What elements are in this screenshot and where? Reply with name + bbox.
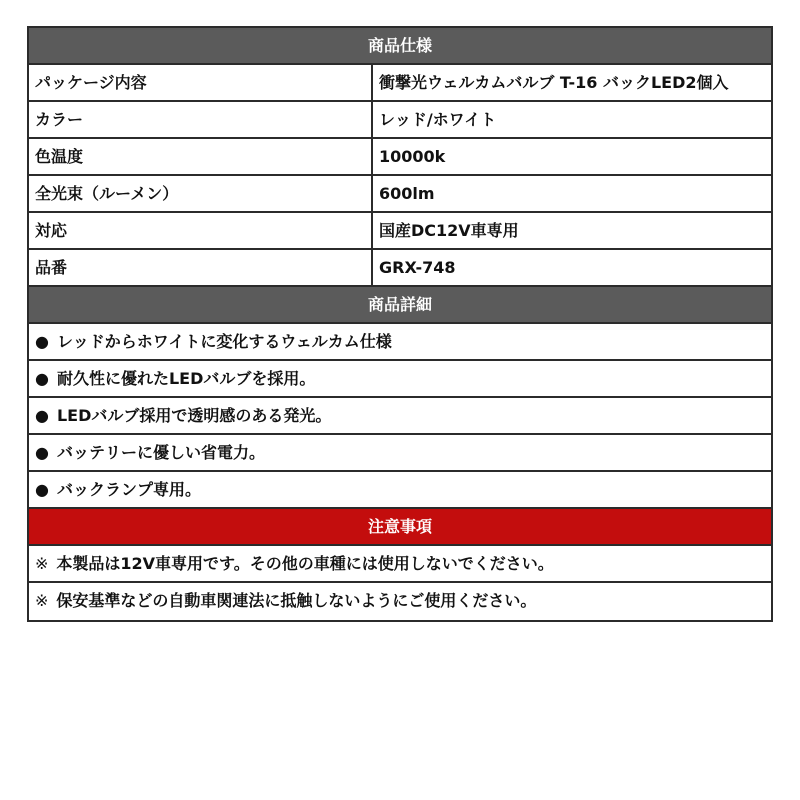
detail-text: 耐久性に優れたLEDバルブを採用。 bbox=[56, 369, 316, 388]
spec-label: パッケージ内容 bbox=[29, 65, 373, 100]
detail-text: バックランプ専用。 bbox=[56, 480, 201, 499]
spec-row bbox=[29, 176, 771, 213]
note-text: 本製品は12V車専用です。その他の車種には使用しないでください。 bbox=[56, 554, 554, 573]
note-text: 保安基準などの自動車関連法に抵触しないようにご使用ください。 bbox=[56, 591, 537, 610]
bullet-icon: ● bbox=[35, 480, 49, 499]
spec-row bbox=[29, 65, 771, 102]
bullet-icon: ● bbox=[35, 443, 49, 462]
note-item bbox=[29, 546, 771, 583]
spec-value: レッド/ホワイト bbox=[379, 110, 497, 129]
spec-row bbox=[29, 250, 771, 287]
spec-label: カラー bbox=[29, 102, 373, 137]
bullet-icon: ● bbox=[35, 406, 49, 425]
spec-label: 品番 bbox=[29, 250, 373, 285]
spec-label: 対応 bbox=[29, 213, 373, 248]
detail-item bbox=[29, 361, 771, 398]
detail-item bbox=[29, 472, 771, 509]
spec-value: 10000k bbox=[379, 147, 446, 166]
spec-header: 商品仕様 bbox=[29, 28, 771, 65]
spec-value: GRX-748 bbox=[379, 258, 456, 277]
detail-item bbox=[29, 435, 771, 472]
details-header: 商品詳細 bbox=[29, 287, 771, 324]
detail-text: レッドからホワイトに変化するウェルカム仕様 bbox=[56, 332, 392, 351]
spec-label: 全光束（ルーメン） bbox=[29, 176, 373, 211]
notes-header: 注意事項 bbox=[29, 509, 771, 546]
spec-row bbox=[29, 213, 771, 250]
note-mark-icon: ※ bbox=[35, 554, 49, 573]
bullet-icon: ● bbox=[35, 332, 49, 351]
detail-text: LEDバルブ採用で透明感のある発光。 bbox=[56, 406, 332, 425]
detail-item bbox=[29, 324, 771, 361]
detail-item bbox=[29, 398, 771, 435]
spec-row bbox=[29, 139, 771, 176]
spec-value: 国産DC12V車専用 bbox=[379, 221, 519, 240]
spec-value: 600lm bbox=[379, 184, 435, 203]
spec-label: 色温度 bbox=[29, 139, 373, 174]
note-item bbox=[29, 583, 771, 620]
note-mark-icon: ※ bbox=[35, 591, 49, 610]
detail-text: バッテリーに優しい省電力。 bbox=[56, 443, 265, 462]
spec-row bbox=[29, 102, 771, 139]
spec-value: 衝撃光ウェルカムバルブ T-16 バックLED2個入 bbox=[379, 73, 729, 92]
product-info-sheet bbox=[27, 26, 773, 622]
bullet-icon: ● bbox=[35, 369, 49, 388]
